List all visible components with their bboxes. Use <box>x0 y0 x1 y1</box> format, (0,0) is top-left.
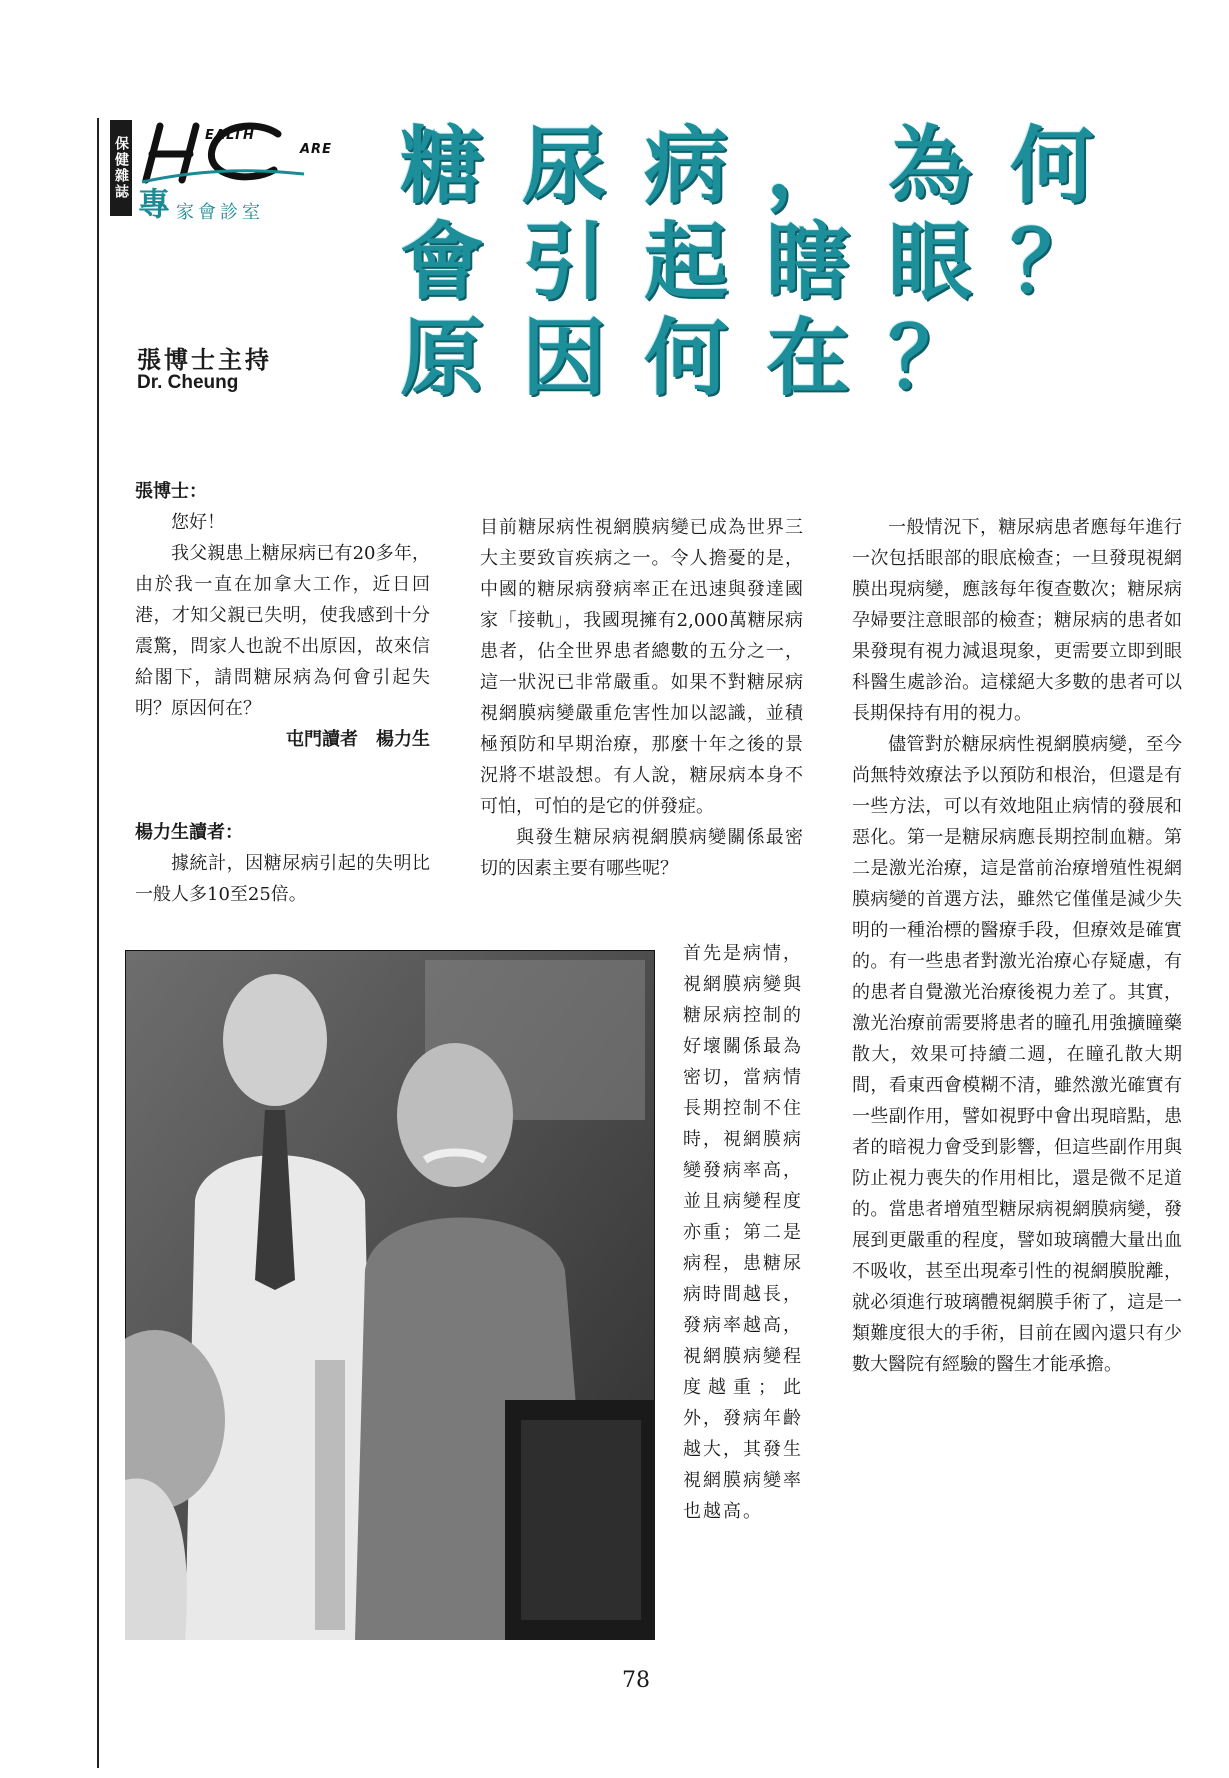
letter-greeting: 您好！ <box>171 512 225 533</box>
reply-paragraph-1: 據統計，因糖尿病引起的失明比一般人多10至25倍。 <box>135 853 430 905</box>
page-number: 78 <box>622 1668 650 1693</box>
section-subtitle: 家會診室 <box>176 202 264 223</box>
title-line-1: 糖尿病，為何 <box>400 117 1133 215</box>
title-line-3: 原因何在？ <box>400 309 1011 407</box>
section-char: 專 <box>138 185 171 223</box>
margin-rule <box>97 118 99 1768</box>
magazine-logo <box>110 120 332 225</box>
reply-paragraph-5: 一般情況下，糖尿病患者應每年進行一次包括眼部的眼底檢查；一旦發現視網膜出現病變，應該每年復查數次；糖尿病孕婦要注意眼部的檢查；糖尿病的患者如果發現有視力減退現象，更需要立即到眼科醫生處診治。這樣絕大多數的患者可以長期保持有用的視力。 <box>852 517 1182 724</box>
host-name-en: Dr. Cheung <box>137 372 239 393</box>
reply-paragraph-2: 目前糖尿病性視網膜病變已成為世界三大主要致盲疾病之一。令人擔憂的是，中國的糖尿病發病率正在迅速與發達國家「接軌」，我國現擁有2,000萬糖尿病患者，佔全世界患者總數的五分之一，這一狀況已非常嚴重。如果不對糖尿病視網膜病變嚴重危害性加以認識，並積極預防和早期治療，那麼十年之後的景況將不堪設想。有人說，糖尿病本身不可怕，可怕的是它的併發症。 <box>480 517 803 817</box>
narrow-column <box>683 938 803 1527</box>
letter-column <box>135 476 430 910</box>
letter-body: 我父親患上糖尿病已有20多年，由於我一直在加拿大工作，近日回港，才知父親已失明，使我感到十分震驚，問家人也說不出原因，故來信給閣下，請問糖尿病為何會引起失明？原因何在？ <box>135 543 430 719</box>
logo-tag: 保健雜誌 <box>110 120 132 216</box>
middle-column <box>480 512 803 884</box>
title-line-2: 會引起瞎眼？ <box>400 213 1133 311</box>
reply-paragraph-3: 與發生糖尿病視網膜病變關係最密切的因素主要有哪些呢？ <box>480 827 803 879</box>
right-column <box>852 512 1182 1380</box>
reply-salutation: 楊力生讀者： <box>135 822 243 843</box>
host-name-zh: 張博士主持 <box>137 346 272 374</box>
reply-paragraph-4: 首先是病情，視網膜病變與糖尿病控制的好壞關係最為密切，當病情長期控制不住時，視網膜病變發病率高，並且病變程度亦重；第二是病程，患糖尿病時間越長，發病率越高，視網膜病變程度越重；此外，發病年齡越大，其發生視網膜病變率也越高。 <box>683 943 803 1522</box>
doctor-patient-photo <box>125 950 655 1640</box>
logo-health-text: EALTH <box>205 128 255 143</box>
logo-care-text: ARE <box>300 142 332 157</box>
letter-signature: 屯門讀者 楊力生 <box>286 729 430 750</box>
letter-salutation: 張博士： <box>135 481 207 502</box>
reply-paragraph-6: 儘管對於糖尿病性視網膜病變，至今尚無特效療法予以預防和根治，但還是有一些方法，可以有效地阻止病情的發展和惡化。第一是糖尿病應長期控制血糖。第二是激光治療，這是當前治療增殖性視網膜病變的首選方法，雖然它僅僅是減少失明的一種治標的醫療手段，但療效是確實的。有一些患者對激光治療心存疑慮，有的患者自覺激光治療後視力差了。其實，激光治療前需要將患者的瞳孔用強擴瞳藥散大，效果可持續二週，在瞳孔散大期間，看東西會模糊不清，雖然激光確實有一些副作用，譬如視野中會出現暗點，患者的暗視力會受到影響，但這些副作用與防止視力喪失的作用相比，還是微不足道的。當患者增殖型糖尿病視網膜病變，發展到更嚴重的程度，譬如玻璃體大量出血不吸收，甚至出現牽引性的視網膜脫離，就必須進行玻璃體視網膜手術了，這是一類難度很大的手術，目前在國內還只有少數大醫院有經驗的醫生才能承擔。 <box>852 734 1182 1375</box>
